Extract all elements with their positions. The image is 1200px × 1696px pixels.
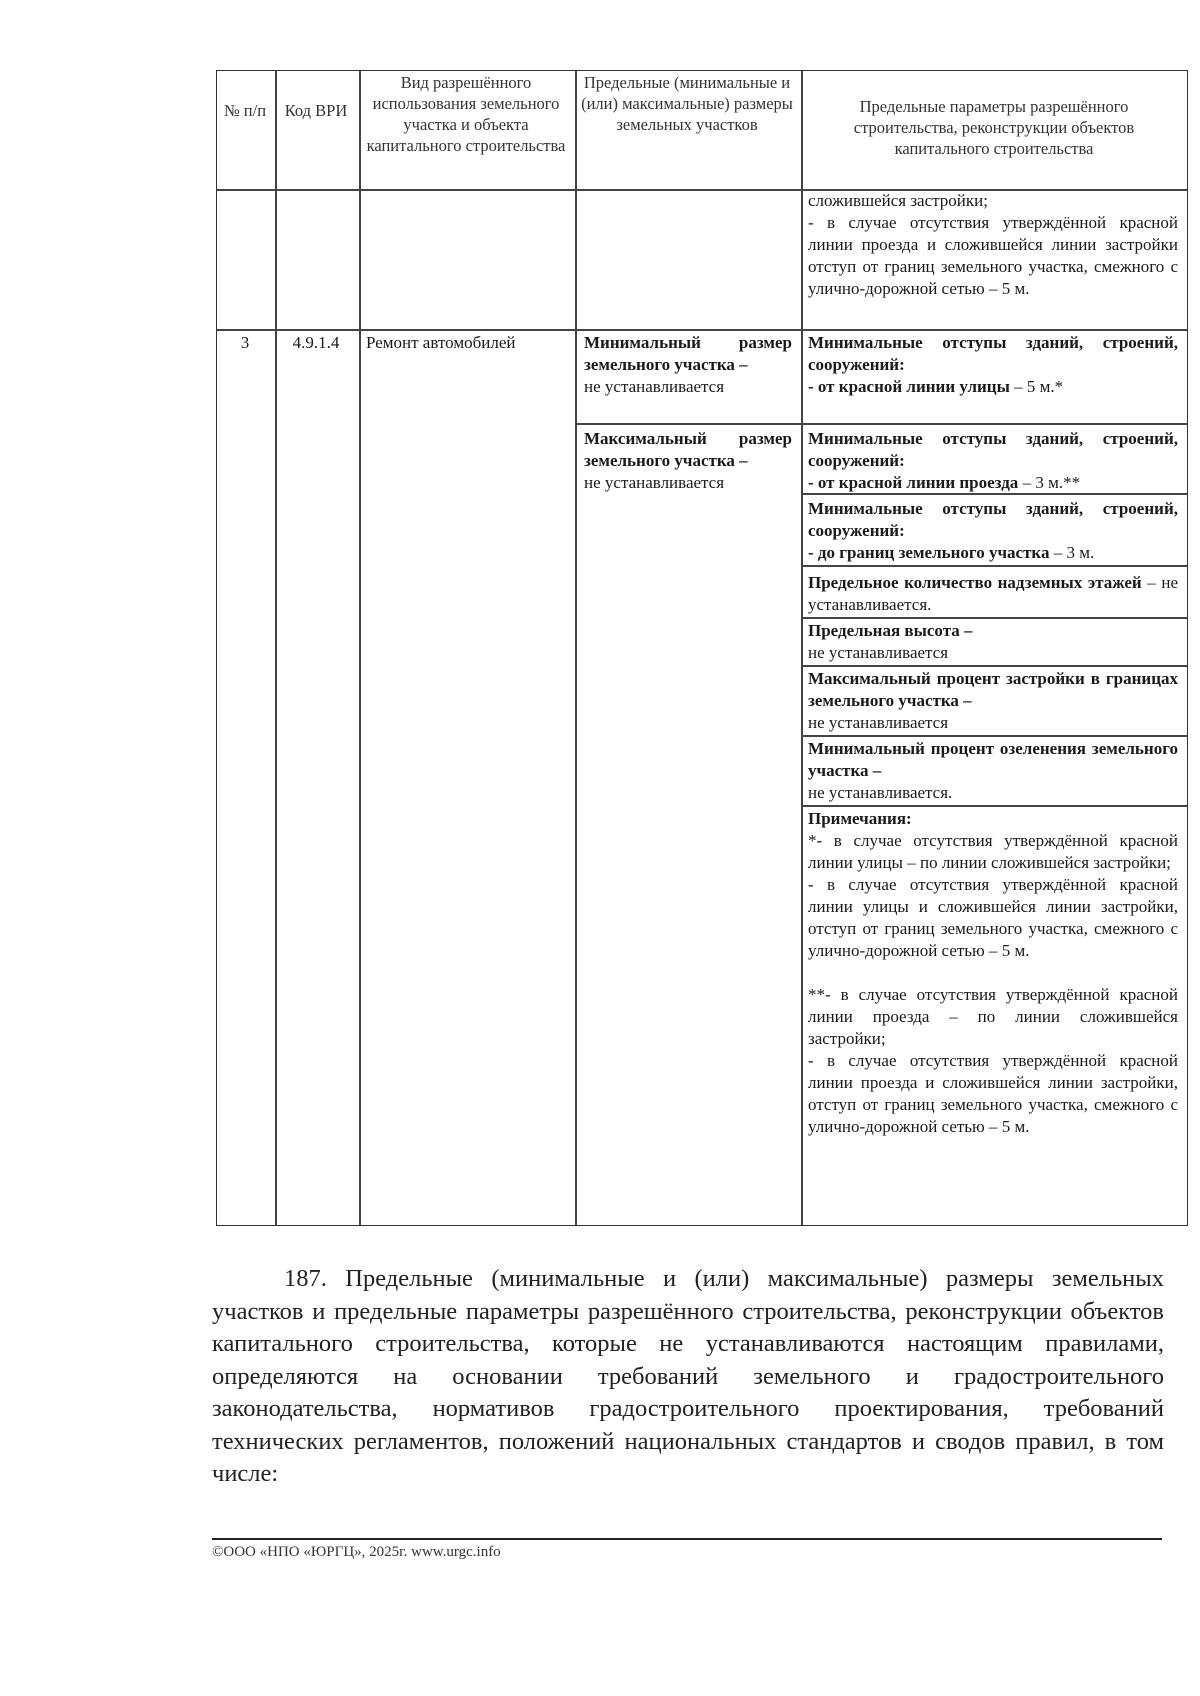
- param-title: Минимальные отступы зданий, строений, сооружений:: [808, 429, 1178, 470]
- continued-params-text: сложившейся застройки; - в случае отсутствия утверждённой красной линии проезда и сложившейся линии застройки отступ от границ земельного участка, смежного с улично-дорожной сетью – 5 м.: [808, 191, 1178, 298]
- row-num: 3: [240, 333, 250, 352]
- param-title: Минимальный процент озеленения земельного участка –: [808, 739, 1178, 780]
- note-text: **- в случае отсутствия утверждённой красной линии проезда – по линии сложившейся застройки;: [808, 985, 1178, 1048]
- header-sizes: Предельные (минимальные и (или) максимальные) размеры земельных участков: [581, 73, 793, 134]
- param-min-greening: [808, 738, 1178, 804]
- param-title: Минимальные отступы зданий, строений, сооружений:: [808, 499, 1178, 540]
- footer-rule: [212, 1538, 1162, 1540]
- min-size-title: Минимальный размер земельного участка –: [584, 333, 792, 374]
- max-size-cell: [584, 428, 792, 494]
- row-code: 4.9.1.4: [292, 333, 340, 352]
- param-value: не устанавливается: [808, 713, 949, 732]
- param-title: Предельное количество надземных этажей: [808, 573, 1142, 592]
- param-setback-boundary: [808, 498, 1178, 564]
- param-floors: [808, 572, 1178, 616]
- param-value: – 3 м.: [1049, 543, 1095, 562]
- col-divider: [275, 71, 277, 1225]
- param-setback-street: [808, 332, 1178, 398]
- max-size-title: Максимальный размер земельного участка –: [584, 429, 792, 470]
- col-divider: [359, 71, 361, 1225]
- notes-title: Примечания:: [808, 809, 912, 828]
- row-rule: [217, 329, 1187, 331]
- param-value: не устанавливается.: [808, 783, 953, 802]
- cell-rule: [801, 805, 1187, 807]
- col-divider: [575, 71, 577, 1225]
- param-value: – не устанавливается.: [808, 573, 1178, 614]
- cell-rule: [801, 665, 1187, 667]
- header-use: Вид разрешённого использования земельного участка и объекта капитального строительства: [366, 73, 566, 155]
- param-height: [808, 620, 1178, 664]
- note-text: *- в случае отсутствия утверждённой красной линии улицы – по линии сложившейся застройки;: [808, 831, 1178, 872]
- cell-rule: [801, 565, 1187, 567]
- param-max-coverage: [808, 668, 1178, 734]
- header-code: Код ВРИ: [284, 101, 348, 120]
- col-divider: [801, 71, 803, 1225]
- note-text: - в случае отсутствия утверждённой красной линии улицы и сложившейся линии застройки, отступ от границ земельного участка, смежного с улично-дорожной сетью – 5 м.: [808, 875, 1178, 960]
- param-line: - от красной линии проезда: [808, 473, 1019, 492]
- header-num: № п/п: [223, 101, 267, 120]
- cell-rule: [575, 423, 1187, 425]
- param-title: Предельная высота –: [808, 621, 973, 640]
- param-title: Максимальный процент застройки в границах земельного участка –: [808, 669, 1178, 710]
- param-setback-driveway: [808, 428, 1178, 494]
- cell-rule: [801, 617, 1187, 619]
- min-size-value: не устанавливается: [584, 377, 725, 396]
- param-value: не устанавливается: [808, 643, 949, 662]
- row-use: Ремонт автомобилей: [366, 333, 516, 352]
- header-params: Предельные параметры разрешённого строительства, реконструкции объектов капитального строительства: [853, 97, 1135, 158]
- param-value: – 3 м.**: [1018, 473, 1081, 492]
- footer-text: ©ООО «НПО «ЮРГЦ», 2025г. www.urgc.info: [212, 1544, 501, 1560]
- note-text: - в случае отсутствия утверждённой красной линии проезда и сложившейся линии застройки, отступ от границ земельного участка, смежного с улично-дорожной сетью – 5 м.: [808, 1051, 1178, 1136]
- min-size-cell: [584, 332, 792, 398]
- param-line: - до границ земельного участка: [808, 543, 1050, 562]
- notes-cell: [808, 808, 1178, 1138]
- cell-rule: [801, 735, 1187, 737]
- max-size-value: не устанавливается: [584, 473, 725, 492]
- body-paragraph: 187. Предельные (минимальные и (или) максимальные) размеры земельных участков и предельные параметры разрешённого строительства, реконструкции объектов капитального строительства, которые не устанавливаются настоящим правилами, определяются на основании требований земельного и градостроительного законодательства, нормативов градостроительного проектирования, требований технических регламентов, положений национальных стандартов и сводов правил, в том числе:: [212, 1265, 1164, 1487]
- param-title: Минимальные отступы зданий, строений, сооружений:: [808, 333, 1178, 374]
- param-value: – 5 м.*: [1009, 377, 1064, 396]
- param-line: - от красной линии улицы: [808, 377, 1010, 396]
